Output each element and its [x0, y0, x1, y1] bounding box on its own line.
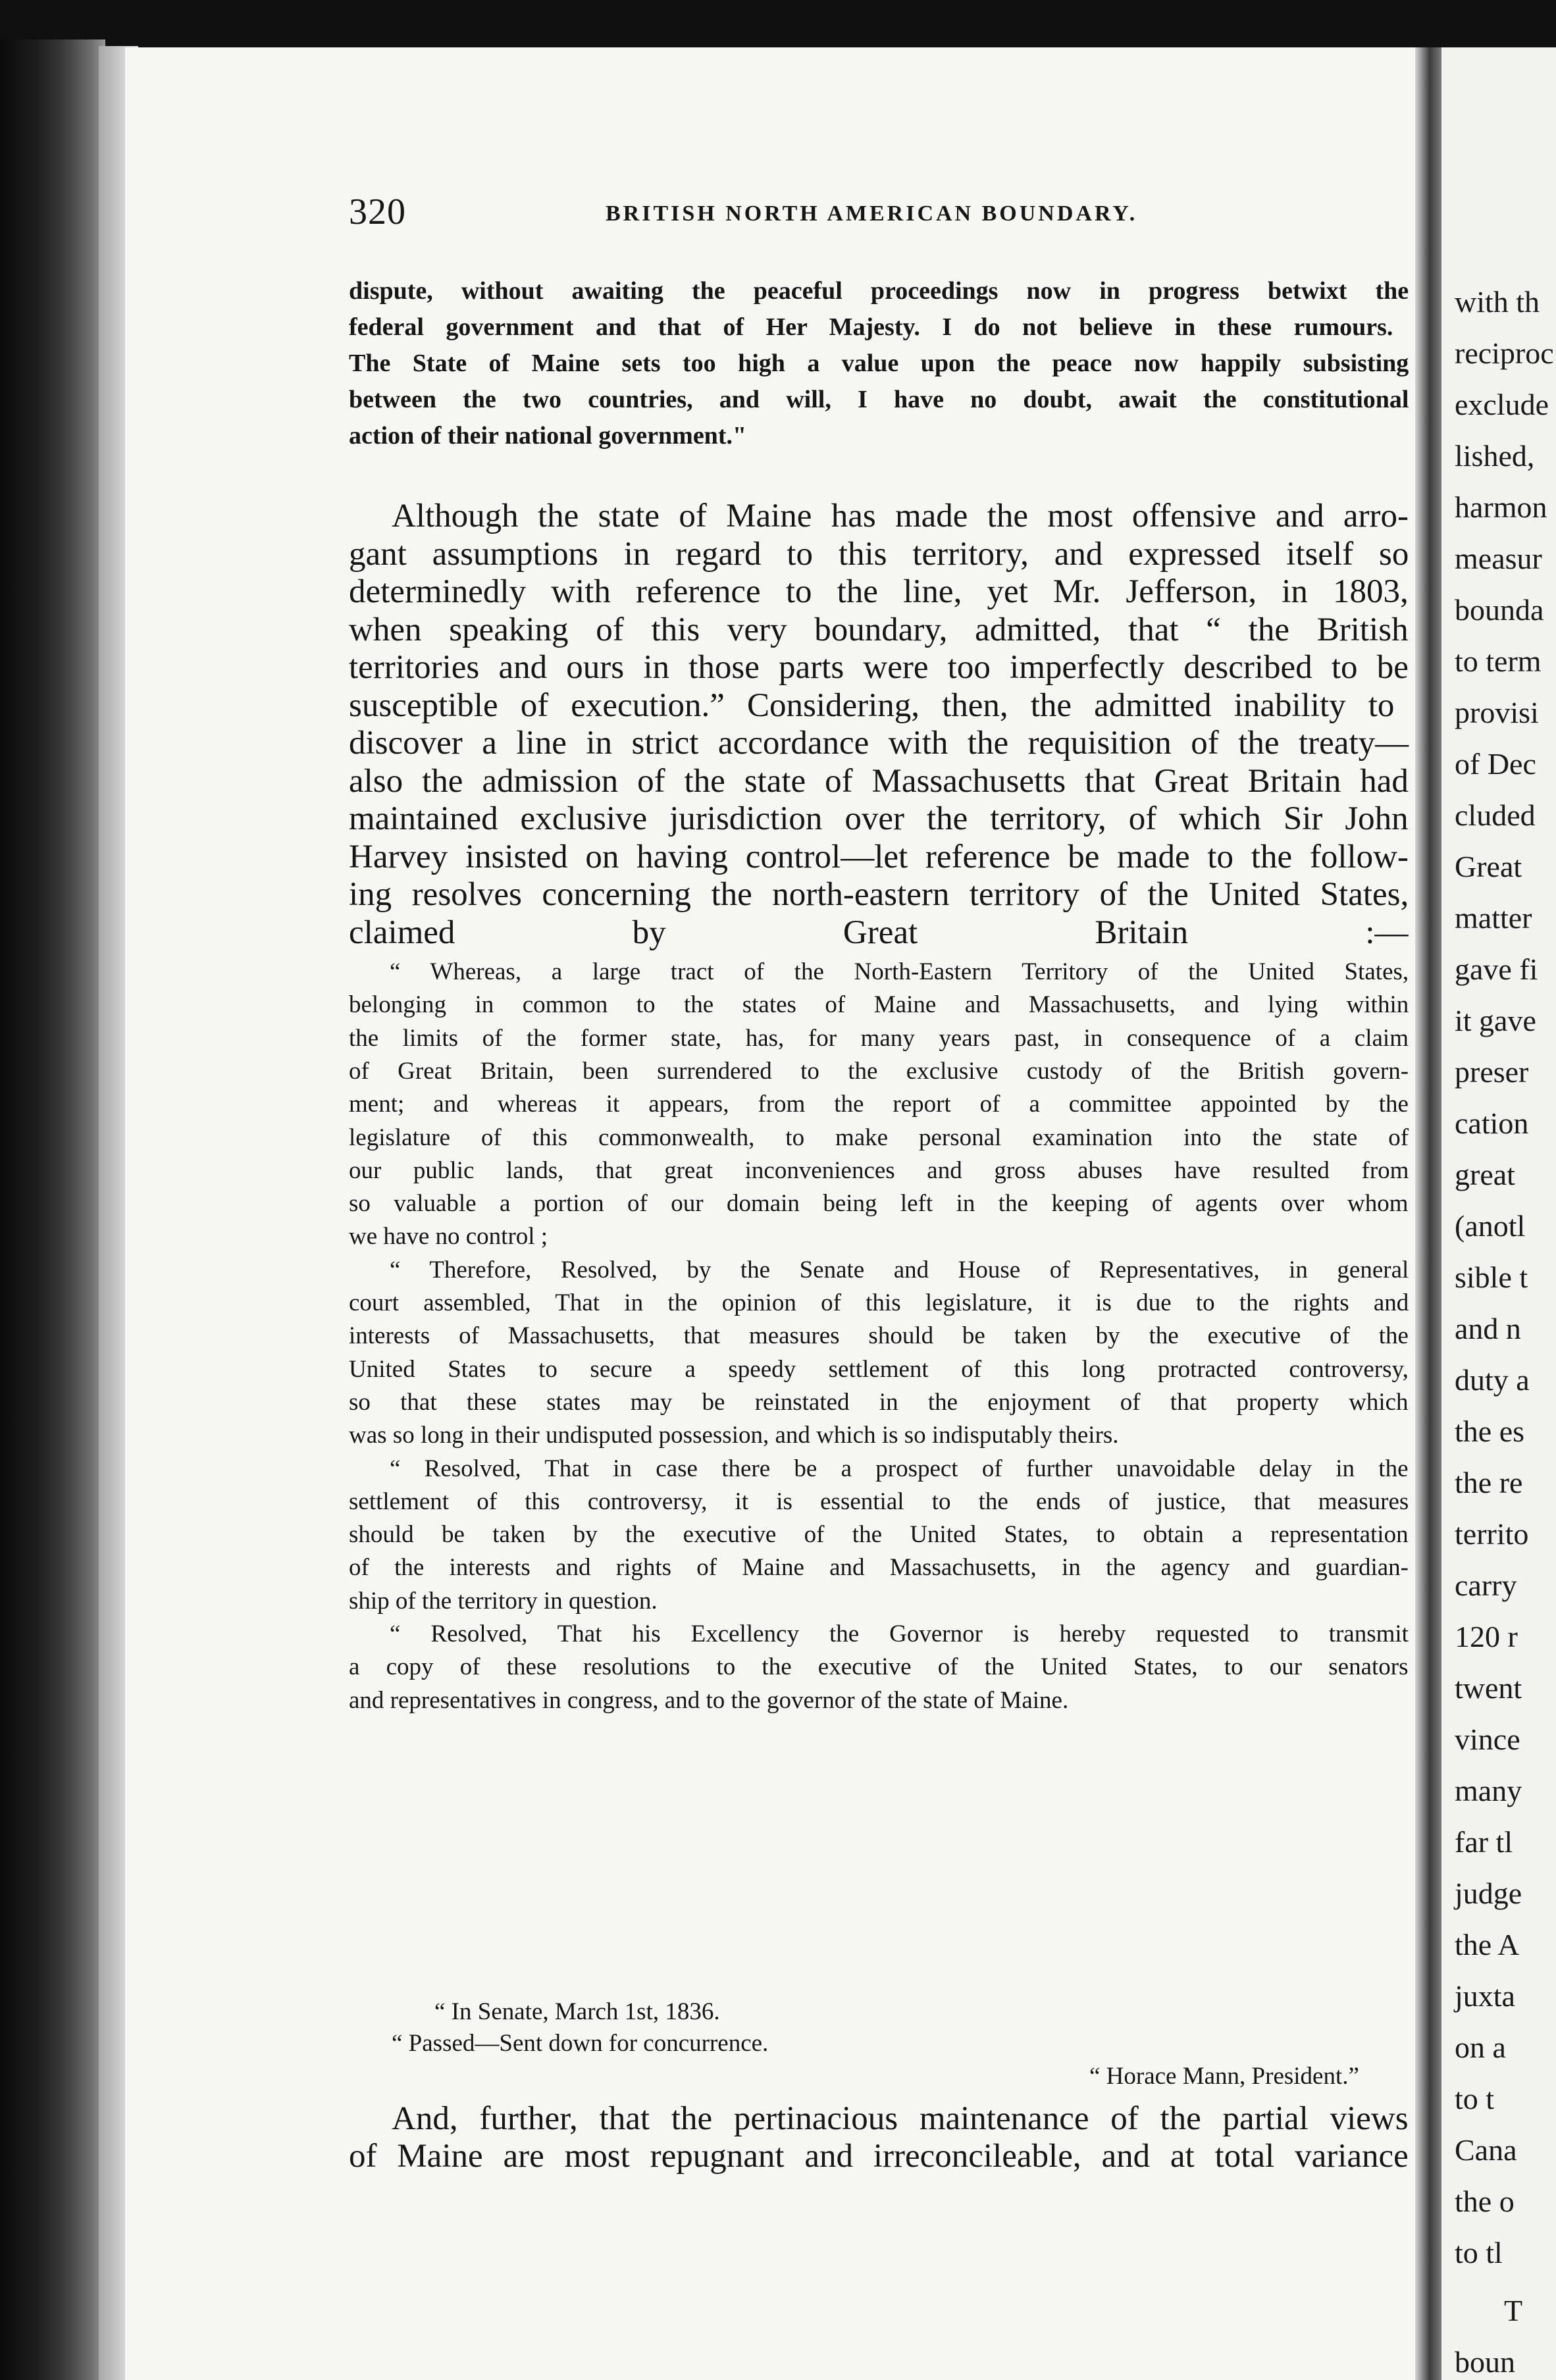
facing-page-line: T	[1504, 2294, 1523, 2327]
facing-page-line: to t	[1455, 2082, 1495, 2115]
facing-page-line: 120 r	[1455, 1620, 1518, 1653]
intro-quote-line: between the two countries, and will, I have no doubt, await the constitutional	[349, 386, 1409, 413]
intro-quote-line: dispute, without awaiting the peaceful proceedings now in progress betwixt the	[349, 277, 1409, 305]
resolves-line: was so long in their undisputed possession, and which is so indisputably theirs.	[349, 1422, 1119, 1449]
resolves-line: “ Therefore, Resolved, by the Senate and House of Representatives, in general	[390, 1256, 1409, 1283]
facing-page-line: exclude	[1455, 388, 1549, 421]
resolves-line: so valuable a portion of our domain being left in the keeping of agents over whom	[349, 1190, 1409, 1218]
resolves-line: “ Resolved, That in case there be a prospect of further unavoidable delay in the	[390, 1455, 1409, 1482]
facing-page-line: juxta	[1455, 1979, 1515, 2013]
main-para-line: when speaking of this very boundary, admitted, that “ the British	[349, 611, 1409, 648]
facing-page-line: to tl	[1455, 2236, 1503, 2269]
book-binding-edge	[0, 39, 105, 2380]
facing-page-line: reciproc	[1455, 336, 1554, 370]
resolves-line: we have no control ;	[349, 1223, 548, 1251]
signature-date: “ In Senate, March 1st, 1836.	[434, 1998, 720, 2025]
facing-page-line: bounda	[1455, 593, 1544, 627]
facing-page-line: sible t	[1455, 1260, 1528, 1294]
facing-page-line: of Dec	[1455, 747, 1536, 781]
facing-page-line: cluded	[1455, 798, 1536, 832]
main-para-line: claimed by Great Britain :—	[349, 914, 1409, 951]
facing-page-line: cation	[1455, 1106, 1529, 1140]
main-para-line: also the admission of the state of Massachusetts that Great Britain had	[349, 762, 1409, 800]
resolves-line: and representatives in congress, and to the governor of the state of Maine.	[349, 1686, 1069, 1714]
facing-page-line: the o	[1455, 2185, 1515, 2218]
main-para-line: determinedly with reference to the line, yet Mr. Jefferson, in 1803,	[349, 573, 1409, 610]
page-gutter	[1415, 47, 1441, 2380]
resolves-line: court assembled, That in the opinion of this legislature, it is due to the rights and	[349, 1289, 1409, 1316]
main-para-line: territories and ours in those parts were too imperfectly described to be	[349, 649, 1409, 686]
main-para-line: ing resolves concerning the north-eastern territory of the United States,	[349, 876, 1409, 913]
scan-top-edge	[0, 0, 1556, 51]
facing-page-line: it gave	[1455, 1004, 1536, 1037]
resolves-line: our public lands, that great inconveniences and gross abuses have resulted from	[349, 1156, 1409, 1184]
facing-page-line: many	[1455, 1774, 1522, 1807]
resolves-line: belonging in common to the states of Maine and Massachusetts, and lying within	[349, 991, 1409, 1019]
resolves-line: interests of Massachusetts, that measures should be taken by the executive of the	[349, 1322, 1409, 1350]
facing-page-line: vince	[1455, 1722, 1520, 1756]
facing-page-line: provisi	[1455, 696, 1539, 729]
facing-page-line: the re	[1455, 1466, 1523, 1499]
resolves-line: “ Whereas, a large tract of the North-Eastern Territory of the United States,	[390, 958, 1409, 985]
facing-page-line: and n	[1455, 1312, 1521, 1345]
resolves-line: ship of the territory in question.	[349, 1587, 658, 1615]
facing-page-line: Great	[1455, 850, 1522, 883]
intro-quote-line: The State of Maine sets too high a value upon the peace now happily subsisting	[349, 349, 1409, 377]
facing-page-line: great	[1455, 1158, 1515, 1191]
signature-passed: “ Passed—Sent down for concurrence.	[392, 2030, 769, 2057]
resolves-line: of Great Britain, been surrendered to the exclusive custody of the British govern-	[349, 1057, 1409, 1085]
facing-page-line: twent	[1455, 1671, 1522, 1705]
resolves-line: should be taken by the executive of the United States, to obtain a representation	[349, 1521, 1409, 1549]
main-para-line: discover a line in strict accordance with the requisition of the treaty—	[349, 725, 1409, 762]
intro-quote-line: action of their national government."	[349, 422, 747, 450]
main-para-line: gant assumptions in regard to this territory, and expressed itself so	[349, 535, 1409, 573]
facing-page-line: on a	[1455, 2031, 1506, 2064]
closing-para-line: of Maine are most repugnant and irreconcileable, and at total variance	[349, 2138, 1409, 2175]
facing-page-line: carry	[1455, 1568, 1517, 1602]
main-para-line: Although the state of Maine has made the most offensive and arro-	[392, 498, 1409, 534]
facing-page-line: the A	[1455, 1928, 1520, 1961]
facing-page-fragment	[1441, 47, 1556, 2380]
resolves-line: United States to secure a speedy settlement of this long protracted controversy,	[349, 1355, 1409, 1383]
facing-page-line: far tl	[1455, 1825, 1513, 1859]
facing-page-line: gave fi	[1455, 952, 1538, 986]
facing-page-line: measur	[1455, 542, 1542, 575]
intro-quote-line: federal government and that of Her Majesty. I do not believe in these rumours.	[349, 313, 1393, 341]
facing-page-line: to term	[1455, 644, 1542, 678]
main-para-line: susceptible of execution.” Considering, then, the admitted inability to	[349, 686, 1395, 724]
resolves-line: ment; and whereas it appears, from the report of a committee appointed by the	[349, 1091, 1409, 1118]
closing-para-line: And, further, that the pertinacious maintenance of the partial views	[392, 2100, 1409, 2137]
facing-page-line: the es	[1455, 1414, 1525, 1448]
resolves-line: legislature of this commonwealth, to make personal examination into the state of	[349, 1124, 1409, 1151]
facing-page-line: territo	[1455, 1517, 1529, 1551]
facing-page-line: matter	[1455, 901, 1532, 935]
facing-page-line: duty a	[1455, 1363, 1530, 1397]
page-number: 320	[349, 192, 406, 232]
main-para-line: Harvey insisted on having control—let reference be made to the follow-	[349, 838, 1409, 875]
resolves-line: settlement of this controversy, it is essential to the ends of justice, that measures	[349, 1488, 1409, 1515]
facing-page-line: Cana	[1455, 2133, 1517, 2167]
resolves-line: of the interests and rights of Maine and Massachusetts, in the agency and guardian-	[349, 1554, 1409, 1582]
facing-page-line: harmon	[1455, 490, 1547, 524]
facing-page-line: judge	[1455, 1876, 1522, 1910]
resolves-line: “ Resolved, That his Excellency the Governor is hereby requested to transmit	[390, 1620, 1409, 1647]
running-head: BRITISH NORTH AMERICAN BOUNDARY.	[606, 201, 1138, 226]
resolves-line: a copy of these resolutions to the executive of the United States, to our senators	[349, 1653, 1409, 1681]
signature-president: “ Horace Mann, President.”	[1089, 2063, 1359, 2090]
facing-page-line: (anotl	[1455, 1209, 1526, 1243]
facing-page-line: preser	[1455, 1055, 1529, 1089]
facing-page-line: with th	[1455, 285, 1540, 319]
facing-page-line: boun	[1455, 2345, 1515, 2379]
main-para-line: maintained exclusive jurisdiction over the territory, of which Sir John	[349, 800, 1409, 837]
resolves-line: so that these states may be reinstated in the enjoyment of that property which	[349, 1388, 1409, 1416]
facing-page-line: lished,	[1455, 439, 1535, 473]
resolves-line: the limits of the former state, has, for many years past, in consequence of a claim	[349, 1024, 1409, 1052]
